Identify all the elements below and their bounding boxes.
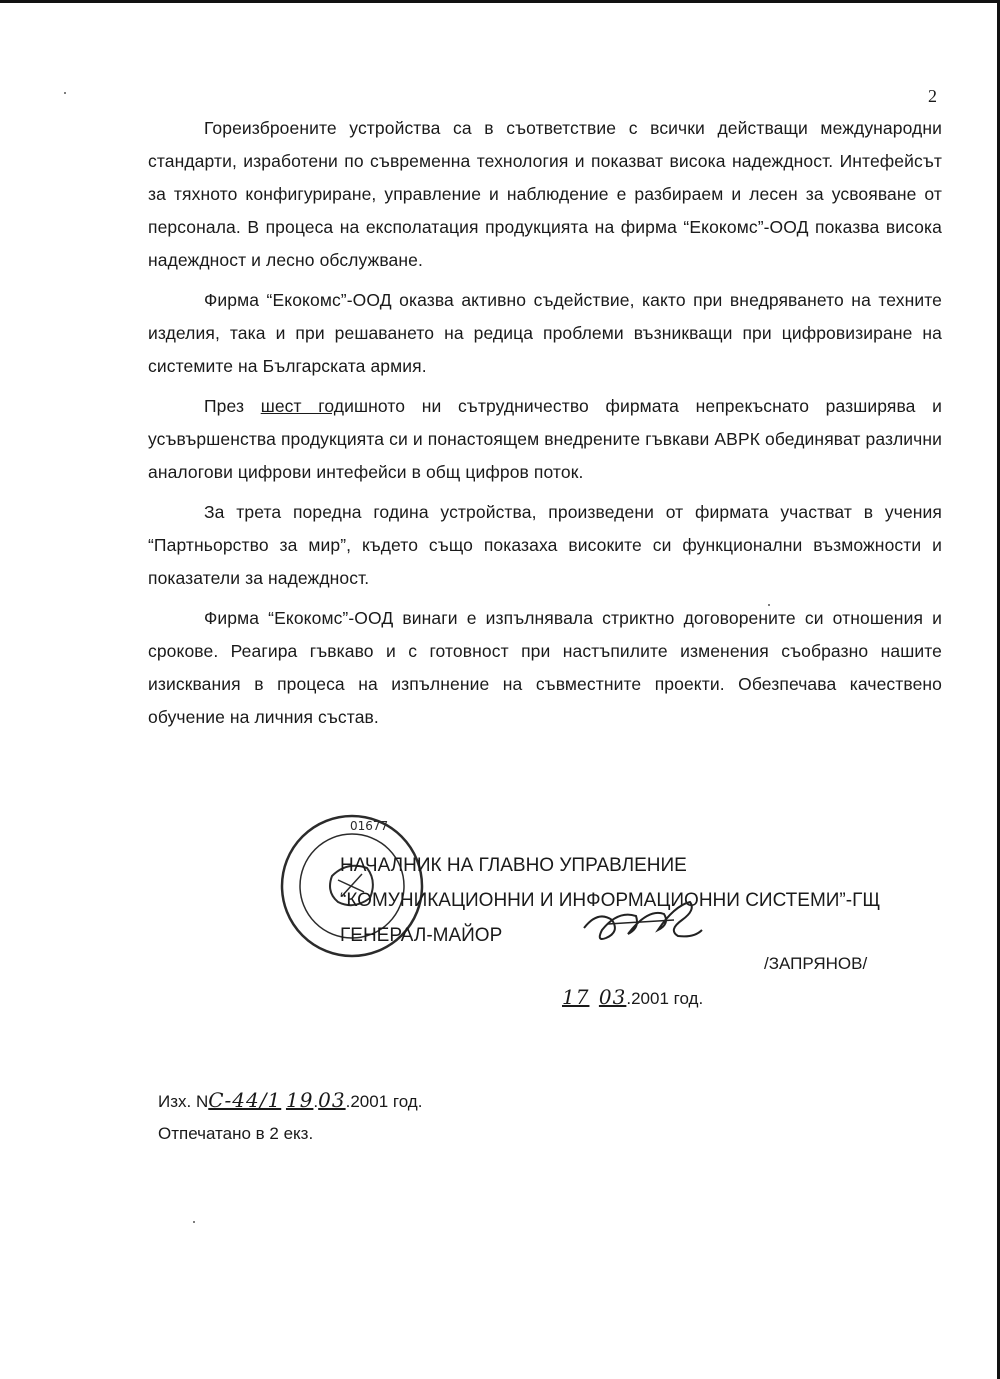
page-number: 2 — [928, 86, 937, 106]
paragraph-5: Фирма “Екокомс”-ООД винаги е изпълнявала стриктно договорените си отношения и срокове. Реагира гъвкаво и с готовност при настъпилите изменения съобразно нашите изисквания в процеса на изпълнение на съвместните проекти. Обезпечава качествено обучение на личния състав. — [148, 608, 942, 727]
date-year: .2001 год. — [626, 989, 704, 1008]
signature-title-line-2: “КОМУНИКАЦИОННИ И ИНФОРМАЦИОННИ СИСТЕМИ”-ГЩ — [340, 890, 881, 911]
paragraph-1: Гореизброените устройства са в съответствие с всички действащи международни стандарти, изработени по съвременна технология и показват висока надеждност. Интефейсът за тяхното конфигуриране, управление и наблюдение е разбираем и лесен за усвояване от персонала. В процеса на експолатация продукцията на фирма “Екокомс”-ООД показва висока надеждност и лесно обслужване. — [148, 118, 942, 270]
handwritten-signature — [578, 880, 708, 960]
reference-day: 19 — [285, 1088, 314, 1112]
paragraph-4: За трета поредна година устройства, произведени от фирмата участват в учения “Партньорство за мир”, където също показаха високите си функционални възможности и показатели за надеждност. — [148, 502, 942, 588]
reference-month: 03 — [318, 1088, 346, 1112]
paragraph-2: Фирма “Екокомс”-ООД оказва активно съдействие, както при внедряването на техните изделия, така и при решаването на редица проблеми възникващи при цифровизиране на системите на Българската армия. — [148, 290, 942, 376]
paragraph-3-underlined: шест год — [260, 396, 345, 416]
reference-year: .2001 год. — [345, 1092, 423, 1111]
signature-title-line-1: НАЧАЛНИК НА ГЛАВНО УПРАВЛЕНИЕ — [340, 855, 687, 876]
outgoing-reference — [158, 1088, 422, 1112]
copies-note: Отпечатано в 2 екз. — [158, 1124, 314, 1143]
reference-separator: . — [313, 1092, 319, 1111]
stamp-number: 01677 — [350, 819, 389, 833]
date-month: 03 — [598, 985, 627, 1009]
signature-date — [562, 985, 703, 1009]
paragraph-3-rest: ишното ни сътрудничество фирмата непрекъснато разширява и усъвършенства продукцията си и понастоящем внедрените гъвкави АВРК обединяват различни аналогови цифрови интефейси в общ цифров поток. — [148, 396, 942, 482]
scan-speck — [64, 92, 66, 94]
signatory-name: /ЗАПРЯНОВ/ — [764, 954, 868, 973]
paragraph-3-start: През — [204, 396, 261, 416]
reference-prefix: Изх. N — [158, 1092, 209, 1111]
paragraph-3 — [148, 390, 942, 489]
date-day: 17 — [562, 985, 590, 1009]
signature-rank: ГЕНЕРАЛ-МАЙОР — [340, 925, 503, 946]
scan-speck — [193, 1221, 195, 1223]
scan-border-top — [0, 0, 1000, 3]
reference-number: С-44/1 — [208, 1088, 282, 1112]
letter-body — [148, 112, 942, 741]
